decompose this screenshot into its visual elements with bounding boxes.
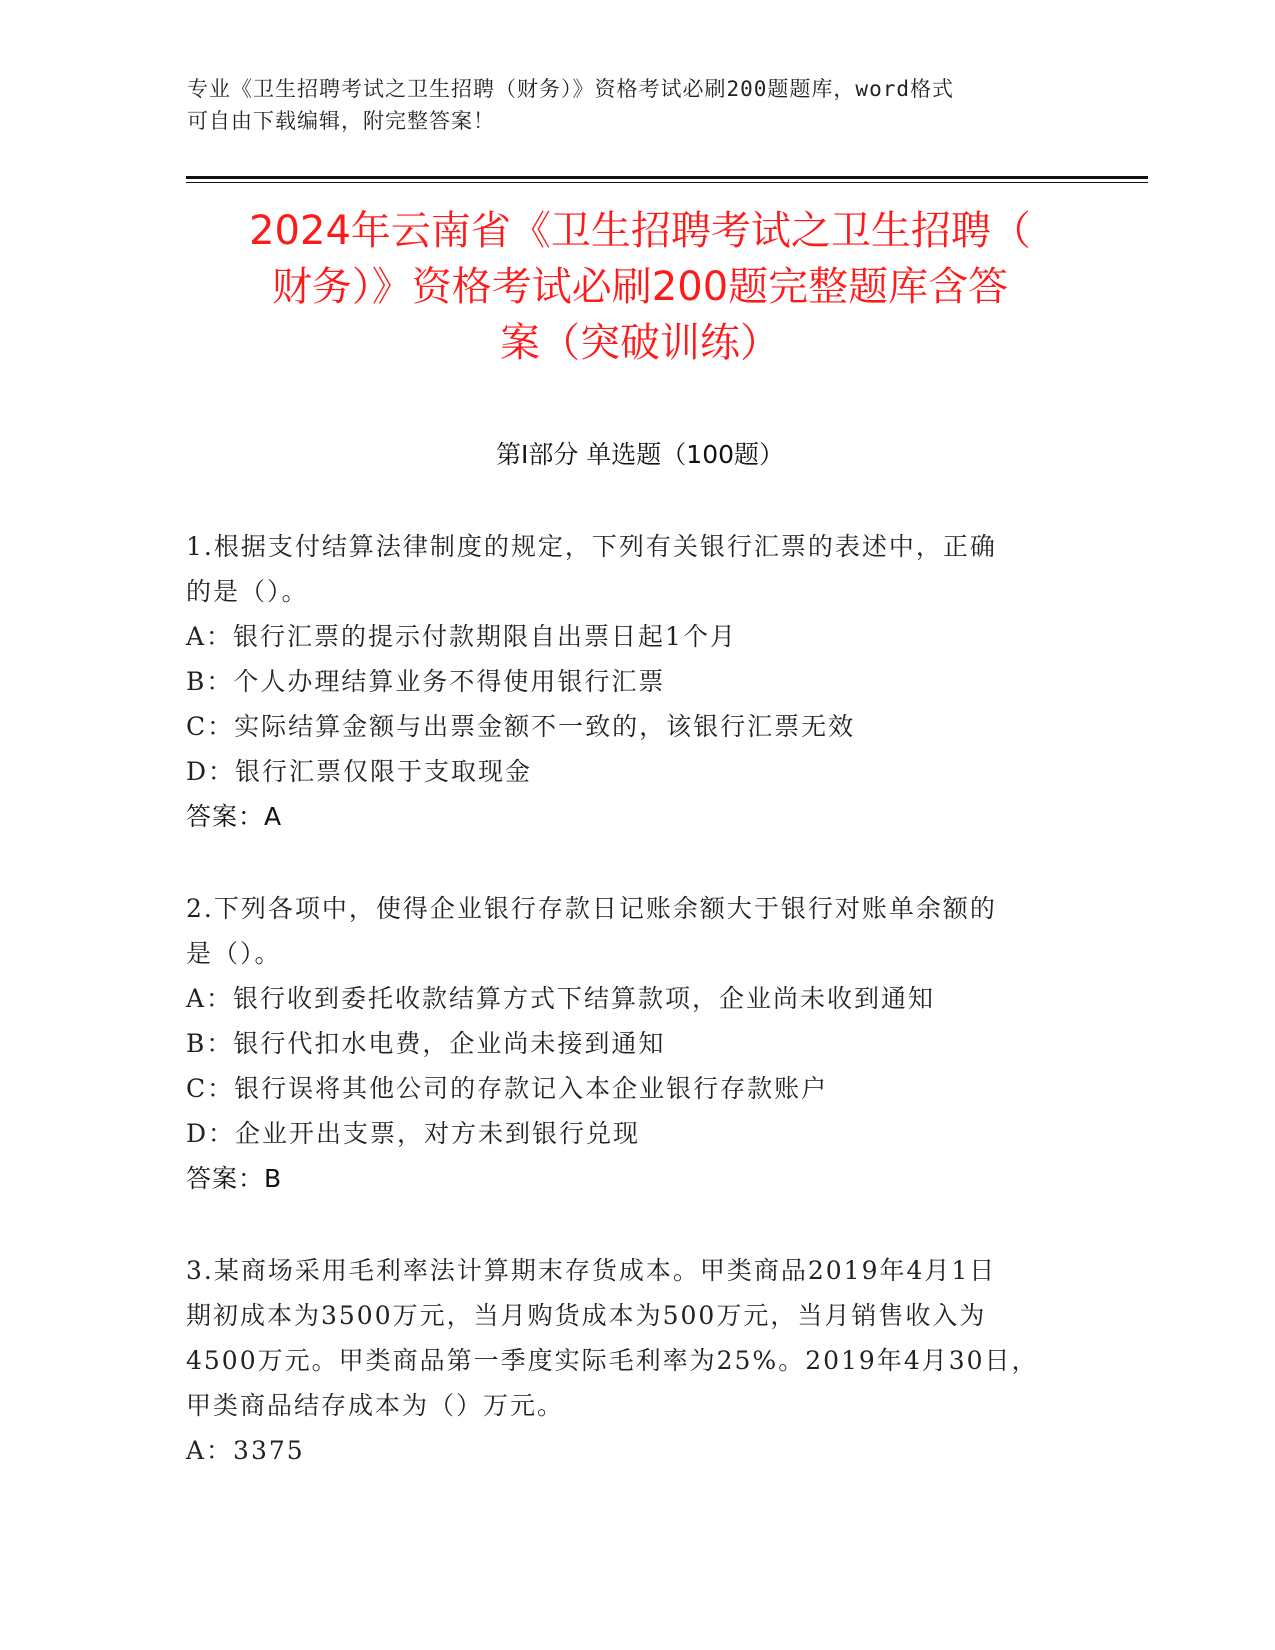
header-note-line-2: 可自由下载编辑，附完整答案！ [187, 109, 495, 133]
question-option-c: C：银行误将其他公司的存款记入本企业银行存款账户 [186, 1074, 829, 1103]
question-stem-line: 是（）。 [186, 939, 282, 968]
header-note [187, 73, 1087, 137]
section-title: 第Ⅰ部分 单选题（100题） [495, 440, 785, 469]
question-option-a: A：银行汇票的提示付款期限自出票日起1个月 [186, 622, 737, 651]
document-title-line-3: 案（突破训练） [500, 320, 780, 366]
question-item [186, 1248, 1066, 1473]
question-stem-line: 期初成本为3500万元，当月购货成本为500万元，当月销售收入为 [186, 1301, 987, 1330]
question-stem-line: 1.根据支付结算法律制度的规定，下列有关银行汇票的表述中，正确 [186, 532, 997, 561]
document-title [180, 203, 1100, 371]
question-option-a: A：银行收到委托收款结算方式下结算款项，企业尚未收到通知 [186, 984, 936, 1013]
header-divider-thin [186, 182, 1148, 183]
question-option-d: D：企业开出支票，对方未到银行兑现 [186, 1119, 641, 1148]
question-option-c: C：实际结算金额与出票金额不一致的，该银行汇票无效 [186, 712, 856, 741]
question-option-b: B：银行代扣水电费，企业尚未接到通知 [186, 1029, 666, 1058]
question-item [186, 886, 1066, 1201]
question-stem-line: 4500万元。甲类商品第一季度实际毛利率为25%。2019年4月30日， [186, 1346, 1039, 1375]
question-stem-line: 的是（）。 [186, 577, 309, 606]
header-note-line-1: 专业《卫生招聘考试之卫生招聘（财务）》资格考试必刷200题题库，word格式 [187, 77, 954, 101]
question-stem-line: 甲类商品结存成本为（）万元。 [186, 1391, 565, 1420]
question-item [186, 524, 1066, 839]
header-divider-thick [186, 176, 1148, 179]
question-option-b: B：个人办理结算业务不得使用银行汇票 [186, 667, 666, 696]
question-stem-line: 2.下列各项中，使得企业银行存款日记账余额大于银行对账单余额的 [186, 894, 997, 923]
question-option-a: A：3375 [186, 1436, 305, 1465]
document-title-line-1: 2024年云南省《卫生招聘考试之卫生招聘（ [249, 208, 1031, 254]
question-stem-line: 3.某商场采用毛利率法计算期末存货成本。甲类商品2019年4月1日 [186, 1256, 997, 1285]
document-title-line-2: 财务）》资格考试必刷200题完整题库含答 [271, 264, 1009, 310]
question-answer: 答案：A [186, 802, 283, 831]
question-option-d: D：银行汇票仅限于支取现金 [186, 757, 533, 786]
question-answer: 答案：B [186, 1164, 283, 1193]
